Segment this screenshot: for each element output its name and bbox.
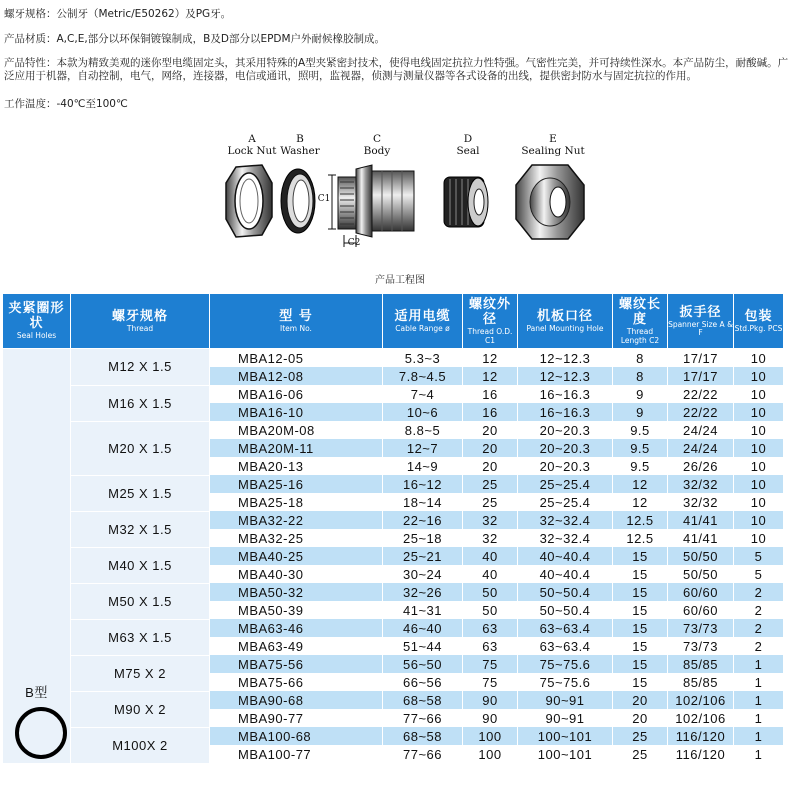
table-cell: 17/17 [668,349,734,368]
header-panel-hole [518,294,613,349]
table-cell: 22/22 [668,385,734,403]
table-cell: 14~9 [383,457,463,475]
table-row [3,583,784,601]
table-cell: 15 [613,619,668,637]
table-cell: MBA63-49 [210,637,383,655]
table-cell: 46~40 [383,619,463,637]
table-cell: 50~50.4 [518,583,613,601]
table-cell: 15 [613,547,668,565]
table-cell: 10 [734,511,784,529]
table-cell: 63~63.4 [518,619,613,637]
table-cell: 90~91 [518,691,613,709]
table-cell: 75 [463,673,518,691]
table-cell: 25 [613,745,668,763]
table-cell: 15 [613,565,668,583]
dim-c2-label: C2 [347,238,361,248]
table-cell: 102/106 [668,709,734,727]
table-cell: MBA40-25 [210,547,383,565]
table-cell: 2 [734,637,784,655]
table-cell: 16~12 [383,475,463,493]
table-cell: 90 [463,709,518,727]
table-cell: 50~50.4 [518,601,613,619]
thread-cell: M75 X 2 [71,655,210,691]
header-cn-label: 型 号 [279,308,313,324]
table-cell: 9.5 [613,421,668,439]
header-seal-holes [3,294,71,349]
header-cable-range [383,294,463,349]
table-cell: 10 [734,421,784,439]
table-cell: MBA16-06 [210,385,383,403]
material-text: 产品材质：A,C,E,部分以环保铜镀镍制成，B及D部分以EPDM户外耐候橡胶制成。 [4,33,386,45]
features-text: 产品特性：本款为精致美观的迷你型电缆固定头，其采用特殊的A型夹紧密封技术，使得电线固定抗拉力性特强。气密性完美，并可持续性深水。本产品防尘，耐酸碱。广泛应用于机器，自动控制，电气，网络，连接器，电信或通讯，照明，监视器，侦测与测量仪器等各式设备的出线，提供密封防水与固定抗拉的作用。 [4,57,789,82]
thread-cell: M16 X 1.5 [71,385,210,421]
thread-cell: M50 X 1.5 [71,583,210,619]
table-cell: 30~24 [383,565,463,583]
table-cell: 63 [463,637,518,655]
table-row [3,385,784,403]
table-cell: 24/24 [668,439,734,457]
table-cell: 85/85 [668,655,734,673]
header-cn-label: 螺牙规格 [111,308,168,324]
table-cell: 51~44 [383,637,463,655]
table-cell: MBA100-68 [210,727,383,745]
table-cell: 12~7 [383,439,463,457]
table-cell: 32/32 [668,475,734,493]
thread-cell: M20 X 1.5 [71,421,210,475]
table-cell: 16~16.3 [518,385,613,403]
table-cell: 60/60 [668,601,734,619]
header-en-label: Std.Pkg. PCS [734,323,783,333]
table-cell: MBA25-16 [210,475,383,493]
table-cell: MBA20M-11 [210,439,383,457]
part-label-e: E Sealing Nut [521,133,585,157]
part-label-a: A Lock Nut [227,133,277,157]
thread-cell: M63 X 1.5 [71,619,210,655]
table-cell: 15 [613,583,668,601]
table-cell: 12 [613,475,668,493]
table-cell: 10 [734,457,784,475]
header-cn-label: 夹紧圈形 状 [8,301,65,332]
table-cell: MBA50-39 [210,601,383,619]
table-cell: 41/41 [668,529,734,547]
body-drawing [328,165,414,247]
table-cell: 77~66 [383,745,463,763]
header-item-no [210,294,383,349]
thread-cell: M25 X 1.5 [71,475,210,511]
table-header-row [3,294,784,349]
header-cn-label: 机板口径 [536,308,593,324]
table-cell: MBA32-22 [210,511,383,529]
table-cell: 16~16.3 [518,403,613,421]
table-cell: 68~58 [383,727,463,745]
table-cell: 5 [734,547,784,565]
table-cell: 25 [613,727,668,745]
header-en-label: Panel Mounting Hole [526,323,604,333]
thread-cell: M90 X 2 [71,691,210,727]
table-cell: 10 [734,349,784,368]
lock-nut-drawing [226,165,272,237]
table-cell: 7~4 [383,385,463,403]
thread-cell: M12 X 1.5 [71,349,210,386]
part-label-b: B Washer [280,133,320,157]
table-cell: MBA63-46 [210,619,383,637]
table-cell: 25~21 [383,547,463,565]
table-cell: 22~16 [383,511,463,529]
table-cell: 1 [734,673,784,691]
table-cell: 116/120 [668,745,734,763]
table-cell: 32~26 [383,583,463,601]
table-cell: 5 [734,565,784,583]
table-cell: 66~56 [383,673,463,691]
table-cell: 15 [613,601,668,619]
sealing-nut-drawing [516,165,584,239]
table-cell: 40 [463,565,518,583]
table-cell: 12.5 [613,511,668,529]
gland-parts-svg [0,125,800,275]
header-en-label: Thread O.D. C1 [467,327,513,345]
table-row [3,349,784,368]
table-cell: 63~63.4 [518,637,613,655]
header-en-label: Thread Length C2 [620,327,660,345]
table-cell: 32 [463,511,518,529]
table-row [3,547,784,565]
header-cn-label: 扳手径 [679,304,722,320]
table-cell: 1 [734,709,784,727]
table-cell: 5.3~3 [383,349,463,368]
header-en-label: Item No. [280,323,312,333]
seal-shape-cell [3,349,71,764]
table-cell: 20 [463,457,518,475]
table-row [3,691,784,709]
table-cell: 20~20.3 [518,421,613,439]
table-cell: 50/50 [668,565,734,583]
table-cell: 9 [613,403,668,421]
table-cell: 90~91 [518,709,613,727]
header-cn-label: 适用电缆 [394,308,451,324]
table-row [3,511,784,529]
table-cell: 100 [463,727,518,745]
table-cell: 9 [613,385,668,403]
thread-cell: M100X 2 [71,727,210,763]
table-cell: 1 [734,727,784,745]
dim-c1-label: C1 [317,194,331,204]
temperature-text: 工作温度：-40℃至100℃ [4,98,128,110]
table-cell: 12 [463,349,518,368]
table-cell: 8 [613,367,668,385]
table-cell: 50 [463,601,518,619]
table-cell: 77~66 [383,709,463,727]
table-cell: 20 [463,439,518,457]
table-cell: MBA90-68 [210,691,383,709]
table-cell: 24/24 [668,421,734,439]
table-cell: 16 [463,403,518,421]
table-cell: 12 [463,367,518,385]
header-en-label: Cable Range ø [395,323,450,333]
table-cell: 10 [734,493,784,511]
header-thread [71,294,210,349]
table-cell: 2 [734,619,784,637]
table-cell: MBA12-08 [210,367,383,385]
seal-ring-icon [15,707,67,759]
table-cell: MBA90-77 [210,709,383,727]
table-cell: 25~18 [383,529,463,547]
table-cell: 10 [734,439,784,457]
part-label-d: D Seal [456,133,480,157]
table-cell: 20 [613,709,668,727]
table-cell: MBA75-56 [210,655,383,673]
seal-drawing [444,177,488,227]
thread-cell: M40 X 1.5 [71,547,210,583]
table-cell: 9.5 [613,439,668,457]
table-cell: 10 [734,403,784,421]
table-cell: 2 [734,583,784,601]
table-cell: 75~75.6 [518,655,613,673]
table-cell: MBA12-05 [210,349,383,368]
table-cell: 20~20.3 [518,439,613,457]
table-cell: 15 [613,655,668,673]
table-cell: 75~75.6 [518,673,613,691]
table-cell: 75 [463,655,518,673]
table-cell: 26/26 [668,457,734,475]
engineering-drawing [0,125,800,275]
header-cn-label: 螺纹外径 [468,297,511,327]
seal-type-label: B型 [25,685,48,700]
table-cell: MBA20-13 [210,457,383,475]
table-cell: 60/60 [668,583,734,601]
table-cell: 18~14 [383,493,463,511]
table-cell: 22/22 [668,403,734,421]
table-cell: 40 [463,547,518,565]
table-cell: 85/85 [668,673,734,691]
table-cell: 20~20.3 [518,457,613,475]
header-cn-label: 螺纹长度 [618,297,661,327]
table-cell: MBA20M-08 [210,421,383,439]
table-cell: MBA100-77 [210,745,383,763]
table-cell: 32~32.4 [518,529,613,547]
table-cell: 68~58 [383,691,463,709]
washer-drawing [281,169,315,233]
table-row [3,421,784,439]
thread-cell: M32 X 1.5 [71,511,210,547]
table-cell: 1 [734,745,784,763]
table-cell: 25~25.4 [518,493,613,511]
table-cell: 12~12.3 [518,367,613,385]
header-cn-label: 包装 [744,308,773,324]
table-cell: 40~40.4 [518,547,613,565]
table-cell: 15 [613,637,668,655]
table-cell: MBA75-66 [210,673,383,691]
header-en-label: Thread [126,323,154,333]
table-cell: 9.5 [613,457,668,475]
table-cell: 90 [463,691,518,709]
table-cell: MBA40-30 [210,565,383,583]
table-cell: 1 [734,655,784,673]
table-cell: 20 [613,691,668,709]
table-cell: 10 [734,529,784,547]
table-cell: 40~40.4 [518,565,613,583]
table-cell: 32 [463,529,518,547]
table-cell: 8.8~5 [383,421,463,439]
table-cell: MBA16-10 [210,403,383,421]
table-cell: 32~32.4 [518,511,613,529]
table-cell: 10 [734,385,784,403]
table-cell: 20 [463,421,518,439]
thread-spec-text: 螺牙规格：公制牙（Metric/E50262）及PG牙。 [4,8,232,20]
table-cell: 17/17 [668,367,734,385]
table-cell: 15 [613,673,668,691]
spec-table [2,293,784,764]
table-cell: 56~50 [383,655,463,673]
table-cell: 100 [463,745,518,763]
table-cell: 32/32 [668,493,734,511]
table-cell: 1 [734,691,784,709]
figure-caption: 产品工程图 [375,275,425,286]
header-std-pkg [734,294,784,349]
table-cell: 16 [463,385,518,403]
header-thread-length [613,294,668,349]
table-cell: 25 [463,493,518,511]
table-row [3,727,784,745]
header-spanner-size [668,294,734,349]
table-cell: 25~25.4 [518,475,613,493]
table-cell: 100~101 [518,727,613,745]
table-cell: 10~6 [383,403,463,421]
table-cell: 12.5 [613,529,668,547]
table-cell: MBA50-32 [210,583,383,601]
table-cell: 2 [734,601,784,619]
table-cell: 41~31 [383,601,463,619]
table-row [3,619,784,637]
header-thread-od [463,294,518,349]
part-label-c: C Body [363,133,391,157]
table-cell: 102/106 [668,691,734,709]
table-cell: MBA32-25 [210,529,383,547]
table-cell: 8 [613,349,668,368]
table-row [3,655,784,673]
table-cell: 10 [734,475,784,493]
header-en-label: Spanner Size A & F [668,319,733,337]
table-cell: 50 [463,583,518,601]
table-cell: 73/73 [668,619,734,637]
table-cell: 63 [463,619,518,637]
table-cell: MBA25-18 [210,493,383,511]
table-cell: 12 [613,493,668,511]
table-row [3,475,784,493]
table-cell: 25 [463,475,518,493]
header-en-label: Seal Holes [16,331,57,341]
table-cell: 50/50 [668,547,734,565]
table-cell: 116/120 [668,727,734,745]
table-cell: 100~101 [518,745,613,763]
table-cell: 10 [734,367,784,385]
table-cell: 73/73 [668,637,734,655]
table-cell: 41/41 [668,511,734,529]
table-cell: 12~12.3 [518,349,613,368]
table-cell: 7.8~4.5 [383,367,463,385]
